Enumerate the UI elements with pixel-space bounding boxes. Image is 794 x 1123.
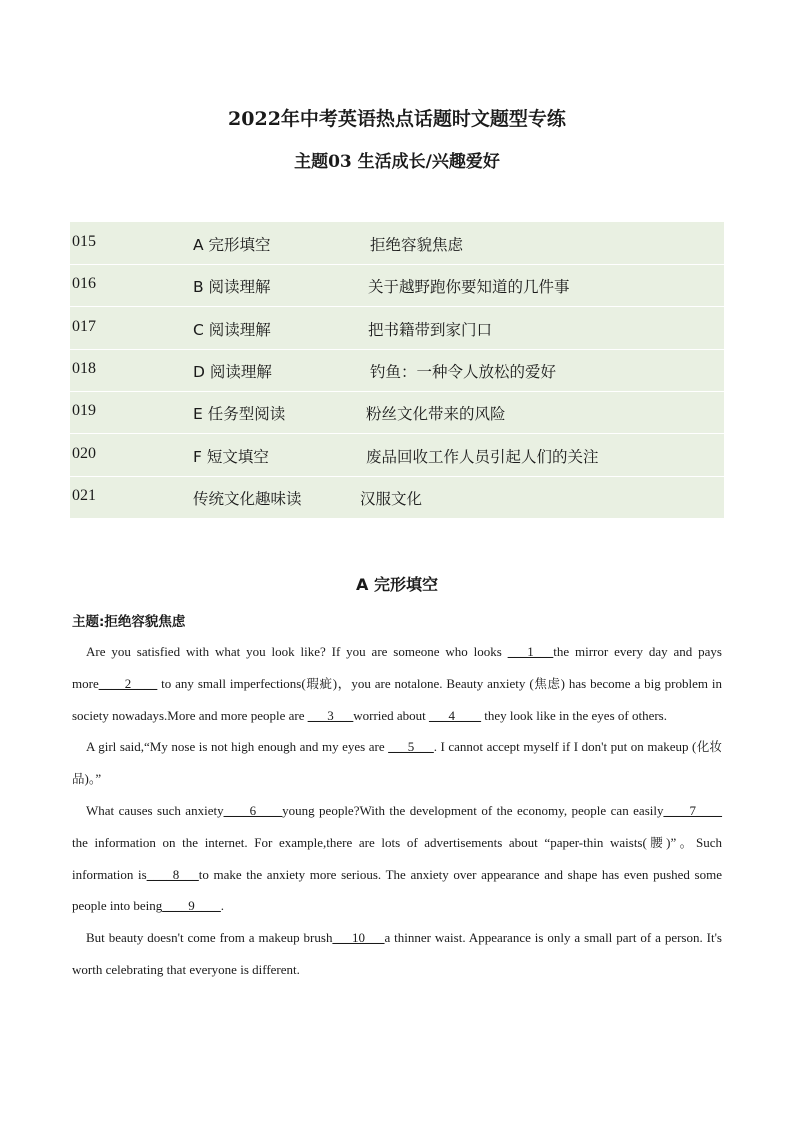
toc-row bbox=[70, 434, 724, 477]
paragraph-4: But beauty doesn't come from a makeup brush___10___a thinner waist. Appearance is only a small part of a person. It's worth celebrating that everyone is different. bbox=[72, 930, 722, 977]
toc-number: 018 bbox=[72, 360, 96, 377]
blank-7: ____7____ bbox=[663, 802, 722, 818]
blank-1: ___1___ bbox=[507, 644, 554, 659]
blank-4: ___4____ bbox=[429, 707, 482, 723]
toc-topic: 把书籍带到家门口 bbox=[368, 321, 493, 339]
toc-number: 021 bbox=[72, 487, 96, 504]
toc-number: 020 bbox=[72, 445, 96, 462]
toc-number: 016 bbox=[72, 275, 96, 292]
toc-row bbox=[70, 391, 724, 434]
toc-row bbox=[70, 222, 724, 265]
toc-type: 传统文化趣味读 bbox=[193, 490, 302, 508]
paragraph-2: A girl said,“My nose is not high enough and my eyes are ___5___. I cannot accept myself if I don't put on makeup (化妆品)。” bbox=[72, 739, 722, 787]
toc-table bbox=[70, 222, 724, 518]
toc-number: 015 bbox=[72, 233, 96, 250]
section-heading: A 完形填空 bbox=[356, 575, 438, 594]
toc-row bbox=[70, 349, 724, 392]
toc-row bbox=[70, 264, 724, 307]
paragraph-3: What causes such anxiety____6____young people?With the development of the economy, people can easily____7____ the information on the internet. For example,there are lots of advertisements about “paper-thin waists(腰)”。Such information is____8___to make the anxiety more serious. The anxiety over appearance and shape has even pushed some people into being____9____. bbox=[72, 802, 722, 914]
toc-topic: 钓鱼：一种令人放松的爱好 bbox=[370, 363, 557, 381]
toc-type: D 阅读理解 bbox=[193, 363, 272, 381]
blank-8: ____8___ bbox=[146, 866, 199, 882]
toc-topic: 废品回收工作人员引起人们的关注 bbox=[366, 448, 599, 466]
toc-type: E 任务型阅读 bbox=[193, 405, 286, 423]
blank-5: ___5___ bbox=[388, 739, 434, 755]
toc-topic: 汉服文化 bbox=[360, 490, 423, 508]
blank-6: ____6____ bbox=[223, 802, 283, 818]
toc-topic: 关于越野跑你要知道的几件事 bbox=[368, 278, 570, 296]
blank-9: ____9____ bbox=[162, 898, 221, 914]
toc-type: C 阅读理解 bbox=[193, 321, 271, 339]
toc-number: 019 bbox=[72, 402, 96, 419]
toc-topic: 粉丝文化带来的风险 bbox=[366, 405, 506, 423]
toc-number: 017 bbox=[72, 318, 96, 335]
page-subtitle: 主题03 生活成长/兴趣爱好 bbox=[294, 152, 500, 172]
page-title: 2022年中考英语热点话题时文题型专练 bbox=[228, 108, 566, 130]
toc-row bbox=[70, 307, 724, 350]
blank-3: ___3___ bbox=[307, 707, 354, 723]
toc-type: A 完形填空 bbox=[193, 236, 271, 254]
blank-2: ____2____ bbox=[98, 675, 158, 691]
paragraph-1: Are you satisfied with what you look like? If you are someone who looks ___1___the mirror every day and pays more____2____ to any small imperfections(瑕疵)，you are notalone. Beauty anxiety (焦虑) has become a big problem in society nowadays.More and more people are ___3___worried about ___4____ they look like in the eyes of others. bbox=[72, 644, 722, 723]
toc-type: B 阅读理解 bbox=[193, 278, 271, 296]
blank-10: ___10___ bbox=[332, 930, 385, 946]
toc-type: F 短文填空 bbox=[193, 448, 269, 466]
topic-line: 主题:拒绝容貌焦虑 bbox=[72, 614, 186, 630]
toc-topic: 拒绝容貌焦虑 bbox=[370, 236, 464, 254]
toc-row bbox=[70, 476, 724, 518]
passage bbox=[72, 636, 722, 986]
